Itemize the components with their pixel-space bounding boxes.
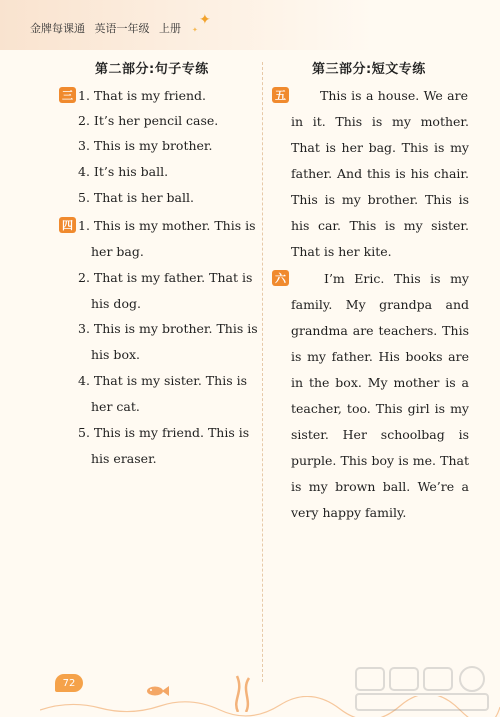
volume-name: 上册 [159,22,181,35]
left-column-title: 第二部分:句子专练 [95,62,209,77]
passage-line: I’m Eric. This is my [324,271,469,286]
passage-line: is my brown ball. We’re a [291,479,469,494]
passage-line: That is her bag. This is my [291,140,469,155]
passage-line: This is my brother. This is [291,192,469,207]
answer-line: her cat. [91,399,140,414]
answer-line: her bag. [91,244,144,259]
subject-name: 英语一年级 [94,22,150,35]
book-header [30,20,187,36]
sparkle-small-icon: ✦ [192,26,198,34]
page-number: 72 [55,674,83,692]
answer-line: 5. This is my friend. This is [78,425,250,440]
passage-line: grandma are teachers. This [291,323,469,338]
watermark-logo [352,664,492,714]
section-badge-4: 四 [59,217,76,233]
section-badge-6: 六 [272,270,289,286]
passage-line: sister. Her schoolbag is [291,427,469,442]
fish-icon [144,684,170,698]
passage-line: teacher, too. This girl is my [291,401,469,416]
answer-line: his dog. [91,296,141,311]
passage-line: in the box. My mother is a [291,375,469,390]
section-badge-5: 五 [272,87,289,103]
answer-line: 3. This is my brother. [78,138,213,153]
section-badge-3: 三 [59,87,76,103]
passage-line: father. And this is his chair. [291,166,469,181]
right-column-title: 第三部分:短文专练 [312,62,426,77]
answer-line: 2. That is my father. That is [78,270,253,285]
passage-line: is my father. His books are [291,349,469,364]
passage-line: in it. This is my mother. [291,114,469,129]
passage-line: purple. This boy is me. That [291,453,469,468]
passage-line: family. My grandpa and [291,297,469,312]
answer-line: 5. That is her ball. [78,190,194,205]
column-divider [262,62,263,682]
seaweed-icon [232,672,256,712]
answer-line: his box. [91,347,140,362]
answer-line: 1. This is my mother. This is [78,218,256,233]
answer-line: 4. That is my sister. This is [78,373,247,388]
passage-line: very happy family. [291,505,407,520]
passage-line: This is a house. We are [320,88,468,103]
answer-line: 1. That is my friend. [78,88,207,103]
passage-line: That is her kite. [291,244,392,259]
answer-line: 4. It’s his ball. [78,164,169,179]
answer-line: 3. This is my brother. This is [78,321,258,336]
answer-line: his eraser. [91,451,157,466]
passage-line: his car. This is my sister. [291,218,469,233]
brand-name: 金牌每课通 [30,22,85,35]
sparkle-icon: ✦ [199,12,211,28]
answer-line: 2. It’s her pencil case. [78,113,219,128]
